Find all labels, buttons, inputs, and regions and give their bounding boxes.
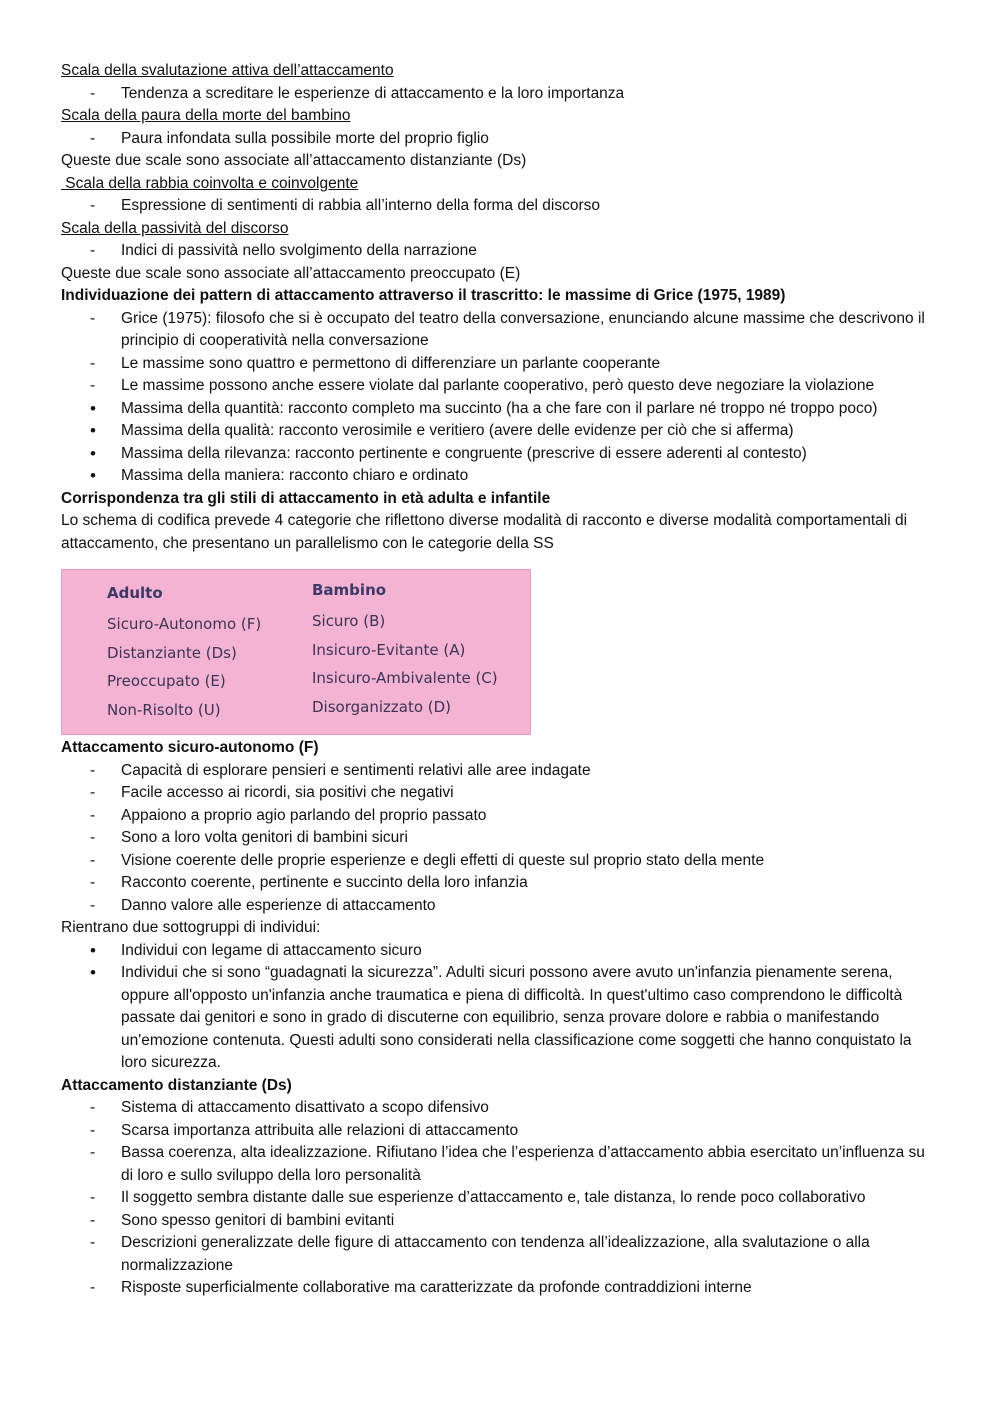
- scale-title-anger: Scala della rabbia coinvolta e coinvolgente: [61, 174, 359, 192]
- list-item: - Risposte superficialmente collaborative ma caratterizzate da profonde contraddizioni interne: [61, 1277, 941, 1300]
- list-item: - Indici di passività nello svolgimento della narrazione: [61, 240, 941, 263]
- list-item: - Espressione di sentimenti di rabbia all’interno della forma del discorso: [61, 195, 941, 218]
- table-cell: Disorganizzato (D): [312, 697, 452, 716]
- bullet-marker: [90, 420, 110, 444]
- list-item: - Capacità di esplorare pensieri e sentimenti relativi alle aree indagate: [61, 760, 941, 783]
- dash-marker: [90, 128, 110, 151]
- list-item: - Scarsa importanza attribuita alle relazioni di attaccamento: [61, 1120, 941, 1143]
- list-item: - Sono a loro volta genitori di bambini sicuri: [61, 827, 941, 850]
- bullet-marker: [90, 465, 110, 489]
- note-dismissing: Queste due scale sono associate all’attaccamento distanziante (Ds): [61, 152, 527, 169]
- list-item: • Individui con legame di attaccamento sicuro: [61, 940, 941, 963]
- dash-marker: [90, 760, 110, 783]
- table-cell: Insicuro-Ambivalente (C): [312, 669, 498, 687]
- list-item: • Massima della qualità: racconto verosimile e veritiero (avere delle evidenze per ciò che si afferma): [61, 420, 941, 443]
- dash-marker: [90, 375, 110, 398]
- table-cell: Non-Risolto (U): [107, 700, 221, 719]
- document-page: [61, 60, 941, 1300]
- note-preoccupied: Queste due scale sono associate all’attaccamento preoccupato (E): [61, 264, 521, 282]
- subgroups-intro: Rientrano due sottogruppi di individui:: [61, 919, 321, 936]
- list-item: - Sono spesso genitori di bambini evitanti: [61, 1210, 941, 1233]
- scale-title-fear-of-death: Scala della paura della morte del bambino: [61, 107, 351, 124]
- dash-marker: [90, 850, 110, 873]
- list-item: • Massima della maniera: racconto chiaro e ordinato: [61, 465, 941, 488]
- dash-marker: [90, 240, 110, 263]
- table-cell: Insicuro-Evitante (A): [312, 640, 466, 659]
- dash-marker: [90, 1232, 110, 1255]
- child-column: [312, 579, 498, 721]
- dash-marker: [90, 827, 110, 850]
- scale-title-active-devaluation: Scala della svalutazione attiva dell’attaccamento: [61, 62, 394, 79]
- dash-marker: [90, 1210, 110, 1233]
- dash-marker: [90, 195, 110, 218]
- dash-marker: [90, 83, 110, 106]
- list-item: - Tendenza a screditare le esperienze di attaccamento e la loro importanza: [61, 83, 941, 106]
- table-cell: Distanziante (Ds): [107, 643, 237, 662]
- list-item: • Massima della quantità: racconto completo ma succinto (ha a che fare con il parlare né troppo né troppo poco): [61, 398, 941, 421]
- dash-marker: [90, 1097, 110, 1120]
- list-item: - Il soggetto sembra distante dalle sue esperienze d’attaccamento e, tale distanza, lo rende poco collaborativo: [61, 1187, 941, 1210]
- list-item: - Sistema di attaccamento disattivato a scopo difensivo: [61, 1097, 941, 1120]
- secure-heading: Attaccamento sicuro-autonomo (F): [61, 739, 319, 756]
- list-item: • Individui che si sono “guadagnati la sicurezza”. Adulti sicuri possono avere avuto un'infanzia pienamente serena, oppure all'opposto un'infanzia anche traumatica e piena di difficoltà. In quest'ultimo caso comprendono le difficoltà passate dai genitori e sono in grado di discuterne con equilibrio, senza provare dolore e rabbia o manifestando un'emozione contenuta. Questi adulti sono considerati nella classificazione come soggetti che hanno conquistato la loro sicurezza.: [61, 962, 941, 1075]
- list-item: - Grice (1975): filosofo che si è occupato del teatro della conversazione, enunciando alcune massime che descrivono il principio di cooperatività nella conversazione: [61, 308, 941, 353]
- dismissing-heading: Attaccamento distanziante (Ds): [61, 1076, 292, 1094]
- list-item: • Massima della rilevanza: racconto pertinente e congruente (prescrive di essere aderenti al contesto): [61, 443, 941, 466]
- list-item: - Paura infondata sulla possibile morte del proprio figlio: [61, 128, 941, 151]
- dash-marker: [90, 805, 110, 828]
- dash-marker: [90, 872, 110, 895]
- correspondence-heading: Corrispondenza tra gli stili di attaccamento in età adulta e infantile: [61, 489, 551, 507]
- dash-marker: [90, 1142, 110, 1165]
- list-item: - Facile accesso ai ricordi, sia positivi che negativi: [61, 782, 941, 805]
- adult-column: [107, 582, 261, 724]
- bullet-marker: [90, 443, 110, 467]
- list-item: - Danno valore alle esperienze di attaccamento: [61, 895, 941, 918]
- table-cell: Sicuro-Autonomo (F): [107, 615, 262, 633]
- scale-title-passivity: Scala della passività del discorso: [61, 219, 289, 237]
- correspondence-table-image: [61, 569, 531, 735]
- child-header: Bambino: [312, 581, 387, 599]
- dash-marker: [90, 353, 110, 376]
- list-item: - Bassa coerenza, alta idealizzazione. Rifiutano l’idea che l’esperienza d’attaccamento abbia esercitato un’influenza su di loro e sullo sviluppo della loro personalità: [61, 1142, 941, 1187]
- bullet-marker: [90, 398, 110, 422]
- list-item: - Racconto coerente, pertinente e succinto della loro infanzia: [61, 872, 941, 895]
- dash-marker: [90, 782, 110, 805]
- list-item: - Descrizioni generalizzate delle figure di attaccamento con tendenza all’idealizzazione, alla svalutazione o alla normalizzazione: [61, 1232, 941, 1277]
- list-item: - Le massime sono quattro e permettono di differenziare un parlante cooperante: [61, 353, 941, 376]
- table-cell: Preoccupato (E): [107, 672, 226, 690]
- adult-header: Adulto: [107, 584, 163, 602]
- grice-heading: Individuazione dei pattern di attaccamento attraverso il trascritto: le massime di Grice (1975, 1989): [61, 287, 786, 304]
- dash-marker: [90, 308, 110, 331]
- dash-marker: [90, 1120, 110, 1143]
- dash-marker: [90, 895, 110, 918]
- bullet-marker: [90, 962, 110, 986]
- dash-marker: [90, 1277, 110, 1300]
- correspondence-text: Lo schema di codifica prevede 4 categorie che riflettono diverse modalità di racconto e diverse modalità comportamentali di attaccamento, che presentano un parallelismo con le categorie della SS: [61, 512, 908, 552]
- dash-marker: [90, 1187, 110, 1210]
- list-item: - Visione coerente delle proprie esperienze e degli effetti di queste sul proprio stato della mente: [61, 850, 941, 873]
- bullet-marker: [90, 940, 110, 964]
- list-item: - Appaiono a proprio agio parlando del proprio passato: [61, 805, 941, 828]
- list-item: - Le massime possono anche essere violate dal parlante cooperativo, però questo deve negoziare la violazione: [61, 375, 941, 398]
- table-cell: Sicuro (B): [312, 612, 386, 630]
